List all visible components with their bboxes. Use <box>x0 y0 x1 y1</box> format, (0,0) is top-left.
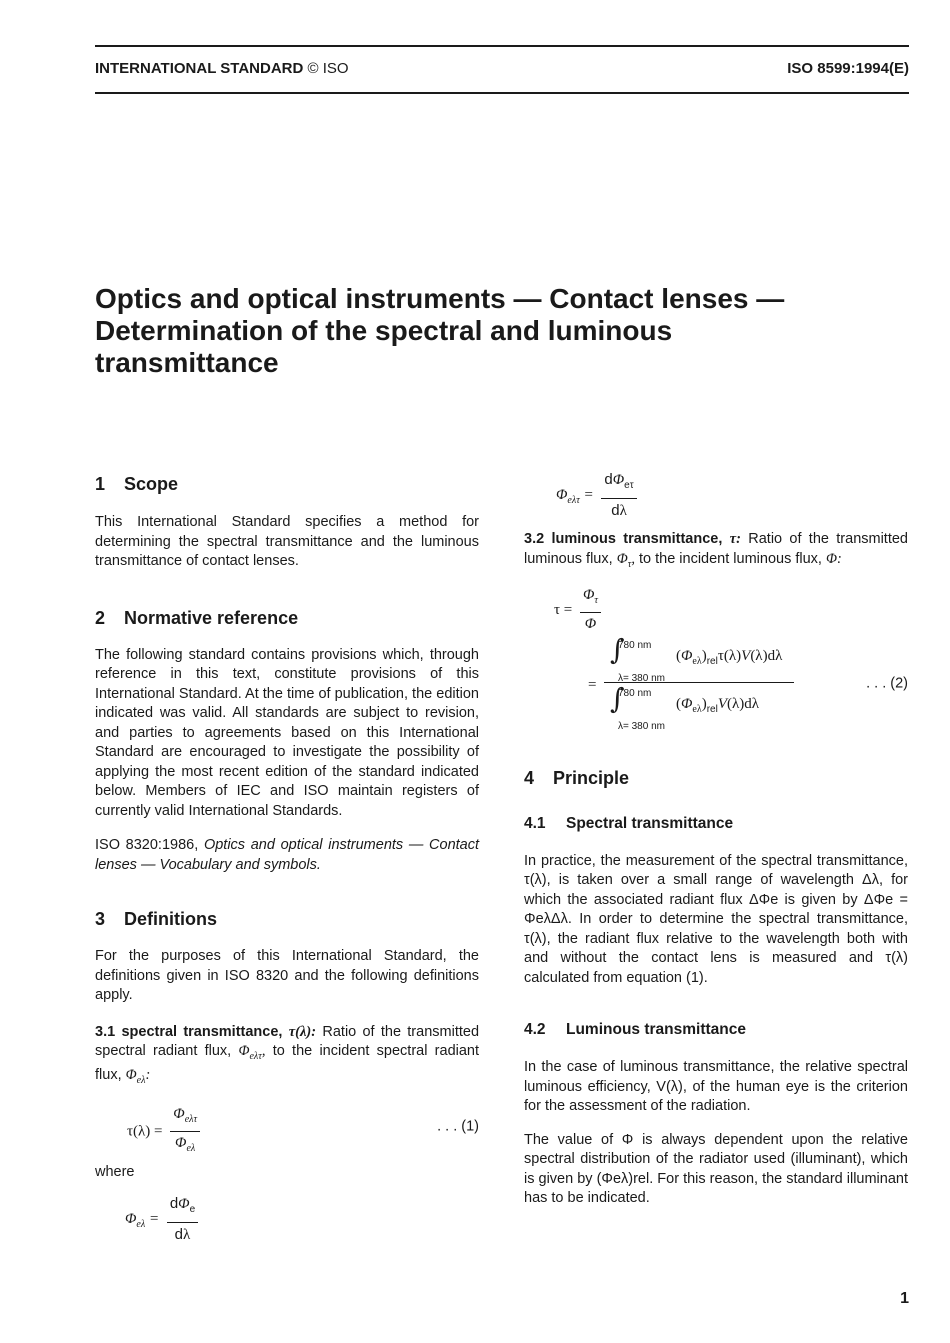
equation-1-number: . . . (1) <box>437 1118 479 1135</box>
header-rule-top <box>95 45 909 47</box>
right-column <box>524 470 908 1209</box>
definition-3-2-number: 3.2 <box>524 531 545 547</box>
section-4-number: 4 <box>524 767 535 788</box>
section-4-1-title: Spectral transmittance <box>566 814 734 832</box>
left-column <box>95 470 480 1243</box>
section-3-title: Definitions <box>124 909 217 929</box>
section-4-title: Principle <box>553 767 630 788</box>
symbol-phi-tau: $\Phi_\tau$, <box>616 550 635 570</box>
scope-paragraph: This International Standard specifies a method for determining the spectral transmittance and the luminous transmittance of contact lenses. <box>95 514 479 569</box>
definition-3-1-text-a: Ratio of the transmitted spectral radiant flux, <box>95 1023 480 1059</box>
definition-3-2-text-b: to the incident luminous flux, <box>638 550 822 567</box>
where-label: where <box>95 1163 135 1180</box>
spectral-transmittance-paragraph: In practice, the measurement of the spectral transmittance, τ(λ), is taken over a small range of wavelength Δλ, for which the associated radiant flux ΔΦe is given by ΔΦe = ΦeλΔλ. In order to determine the spectral transmittance, τ(λ), the radiant flux relative to the wavelength both with and without the contact lens is measured and τ(λ) calculated from equation (1). <box>524 852 908 986</box>
symbol-phi-e-lambda: $\Phi_{e\lambda}$: <box>125 1067 151 1087</box>
section-2-heading <box>95 606 479 630</box>
normative-paragraph: The following standard contains provisions which, through reference in this text, constitute provisions of this International Standard. At the time of publication, the edition indicated was valid. All standards are subject to revision, and parties to agreements based on this International Standard are encouraged to investigate the possibility of applying the most recent edition of the standard indicated below. Members of IEC and ISO maintain registers of currently valid International Standards. <box>95 646 479 819</box>
definition-3-2 <box>524 530 908 574</box>
section-1-heading <box>95 472 479 496</box>
section-1-title: Scope <box>124 474 179 494</box>
definition-3-1 <box>95 1023 479 1091</box>
section-2-number: 2 <box>95 607 106 628</box>
lower-limit-1: λ= 380 nm <box>618 672 665 684</box>
header-rule-bottom <box>95 92 909 94</box>
title-line-3: transmittance <box>95 347 279 378</box>
section-2-title: Normative reference <box>124 607 299 628</box>
normative-reference <box>95 836 479 875</box>
section-4-heading <box>524 766 908 790</box>
section-1-number: 1 <box>95 474 106 494</box>
section-3-number: 3 <box>95 909 106 929</box>
section-4-1-heading <box>524 814 908 834</box>
lower-limit-2: λ= 380 nm <box>618 720 665 732</box>
definition-3-1-symbol: τ(λ): <box>288 1023 317 1040</box>
equation-2: = ∫ 780 nm λ= 380 nm $(\Phi_{e\lambda})_{rel}\tau(\lambda)V(\lambda)d\lambda$ ∫ 780 nm λ= 380 nm $(\Phi_{e\lambda})_{rel}V(\lambda)d\lambda$ . . . (2) <box>524 636 908 732</box>
upper-limit-1: 780 nm <box>618 639 652 651</box>
section-4-1-number: 4.1 <box>524 814 546 832</box>
section-3-heading <box>95 907 479 931</box>
equation-2-number: . . . (2) <box>866 675 908 692</box>
symbol-phi: Φ: <box>825 550 842 567</box>
equation-phi-e-lambda-tau: $\Phi_{e\lambda\tau}$ = $\frac{d\Phi_{e\tau}}{d\lambda}$ <box>524 470 908 514</box>
upper-limit-2: 780 nm <box>618 687 652 699</box>
header-standard-label: INTERNATIONAL STANDARD <box>95 60 304 77</box>
title-line-1: Optics and optical instruments — Contact lenses — <box>95 283 785 314</box>
header-doc-id: ISO 8599:1994(E) <box>787 60 909 77</box>
header-copyright: © ISO <box>307 60 349 77</box>
equation-1: τ(λ) = $\frac{\Phi_{e\lambda\tau}}{\Phi_{e\lambda}}$ . . . (1) <box>127 1105 479 1155</box>
definitions-paragraph: For the purposes of this International Standard, the definitions given in ISO 8320 and the following definitions apply. <box>95 948 479 1003</box>
definition-3-2-term: luminous transmittance, <box>551 531 723 547</box>
title-line-2: Determination of the spectral and luminous <box>95 315 673 346</box>
luminous-transmittance-paragraph-1: In the case of luminous transmittance, the relative spectral luminous efficiency, V(λ), of the human eye is the criterion for the assessment of the radiation. <box>524 1059 908 1115</box>
document-title <box>95 283 895 379</box>
section-4-2-heading <box>524 1020 908 1040</box>
symbol-phi-e-lambda-tau: $\Phi_{e\lambda\tau}$, <box>238 1043 266 1062</box>
definition-3-2-text-a: Ratio of the transmitted luminous flux, <box>524 531 908 567</box>
page-number: 1 <box>900 1290 909 1307</box>
luminous-transmittance-paragraph-2: The value of Φ is always dependent upon the relative spectral distribution of the radiator used (illuminant), which is given by (Φeλ)rel. For this reason, the standard illuminant has to be indicated. <box>524 1131 908 1207</box>
definition-3-2-symbol: τ: <box>729 531 741 547</box>
reference-title: Optics and optical instruments — Contact lenses — Vocabulary and symbols. <box>95 837 480 873</box>
section-4-2-title: Luminous transmittance <box>566 1021 746 1039</box>
definition-3-1-term: spectral transmittance, <box>121 1023 283 1040</box>
equation-phi-e-lambda: $\Phi_{e\lambda}$ = $\frac{d\Phi_e}{d\lambda}$ <box>95 1194 479 1238</box>
equation-tau: τ = $\frac{\Phi_\tau}{\Phi}$ <box>524 586 908 630</box>
definition-3-1-text-b: to the incident spectral radiant flux, <box>95 1043 480 1084</box>
section-4-2-number: 4.2 <box>524 1021 546 1039</box>
reference-code: ISO 8320:1986, <box>95 837 199 853</box>
definition-3-1-number: 3.1 <box>95 1023 116 1040</box>
header-left <box>95 60 349 77</box>
